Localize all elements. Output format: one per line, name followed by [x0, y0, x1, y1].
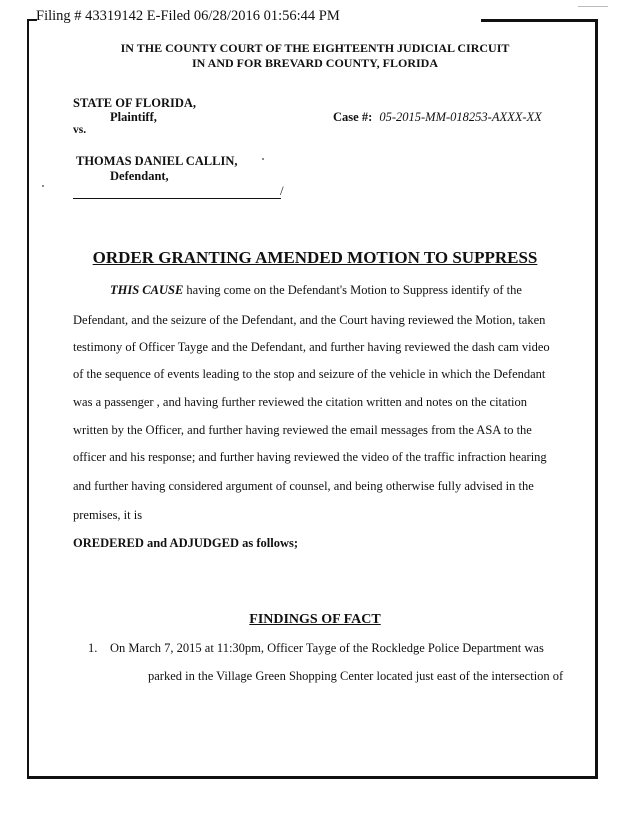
finding-number: 1.	[88, 641, 98, 655]
body-line-9: premises, it is	[73, 508, 143, 522]
versus-label: vs.	[73, 124, 87, 136]
defendant-role: Defendant,	[110, 169, 169, 183]
this-cause-lead: THIS CAUSE	[110, 283, 184, 297]
court-header-line1: IN THE COUNTY COURT OF THE EIGHTEENTH JUDICIAL CIRCUIT	[120, 41, 510, 55]
body-line-6: written by the Officer, and further having reviewed the email messages from the ASA to the	[73, 423, 532, 437]
body-line-3: testimony of Officer Tayge and the Defendant, and further having reviewed the dash cam video	[73, 340, 550, 354]
case-number-label: Case #:	[333, 110, 373, 124]
body-line-1	[110, 283, 522, 298]
body-line-7: officer and his response; and further having reviewed the video of the traffic infraction hearing	[73, 450, 547, 464]
order-title: ORDER GRANTING AMENDED MOTION TO SUPPRESS	[92, 248, 538, 267]
court-header	[60, 41, 570, 71]
scan-speck	[42, 185, 44, 187]
body-line-5: was a passenger , and having further reviewed the citation written and notes on the citation	[73, 395, 528, 409]
scan-artifact-line	[578, 6, 608, 7]
finding-line-2: parked in the Village Green Shopping Center located just east of the intersection of	[148, 669, 564, 683]
case-number-block	[333, 110, 542, 125]
page-border-top-right	[481, 19, 598, 22]
defendant-name: THOMAS DANIEL CALLIN,	[76, 154, 238, 168]
body-line-4: of the sequence of events leading to the stop and seizure of the vehicle in which the Defendant	[73, 367, 546, 381]
caption-slash: /	[280, 183, 284, 198]
plaintiff-name: STATE OF FLORIDA,	[73, 96, 197, 110]
finding-line-1: On March 7, 2015 at 11:30pm, Officer Tayge of the Rockledge Police Department was	[110, 641, 544, 655]
ordered-line: OREDERED and ADJUDGED as follows;	[73, 536, 299, 550]
case-number-value: 05-2015-MM-018253-AXXX-XX	[379, 110, 542, 124]
filing-stamp: Filing # 43319142 E-Filed 06/28/2016 01:56:44 PM	[36, 8, 340, 24]
body-line-1-rest: having come on the Defendant's Motion to Suppress identify of the	[183, 283, 522, 297]
plaintiff-role: Plaintiff,	[110, 110, 157, 124]
body-line-2: Defendant, and the seizure of the Defendant, and the Court having reviewed the Motion, taken	[73, 313, 546, 327]
court-header-line2: IN AND FOR BREVARD COUNTY, FLORIDA	[191, 56, 439, 70]
scan-speck	[262, 158, 264, 160]
caption-rule	[73, 198, 281, 199]
findings-title: FINDINGS OF FACT	[249, 612, 381, 627]
body-line-8: and further having considered argument of counsel, and being otherwise fully advised in the	[73, 479, 534, 493]
